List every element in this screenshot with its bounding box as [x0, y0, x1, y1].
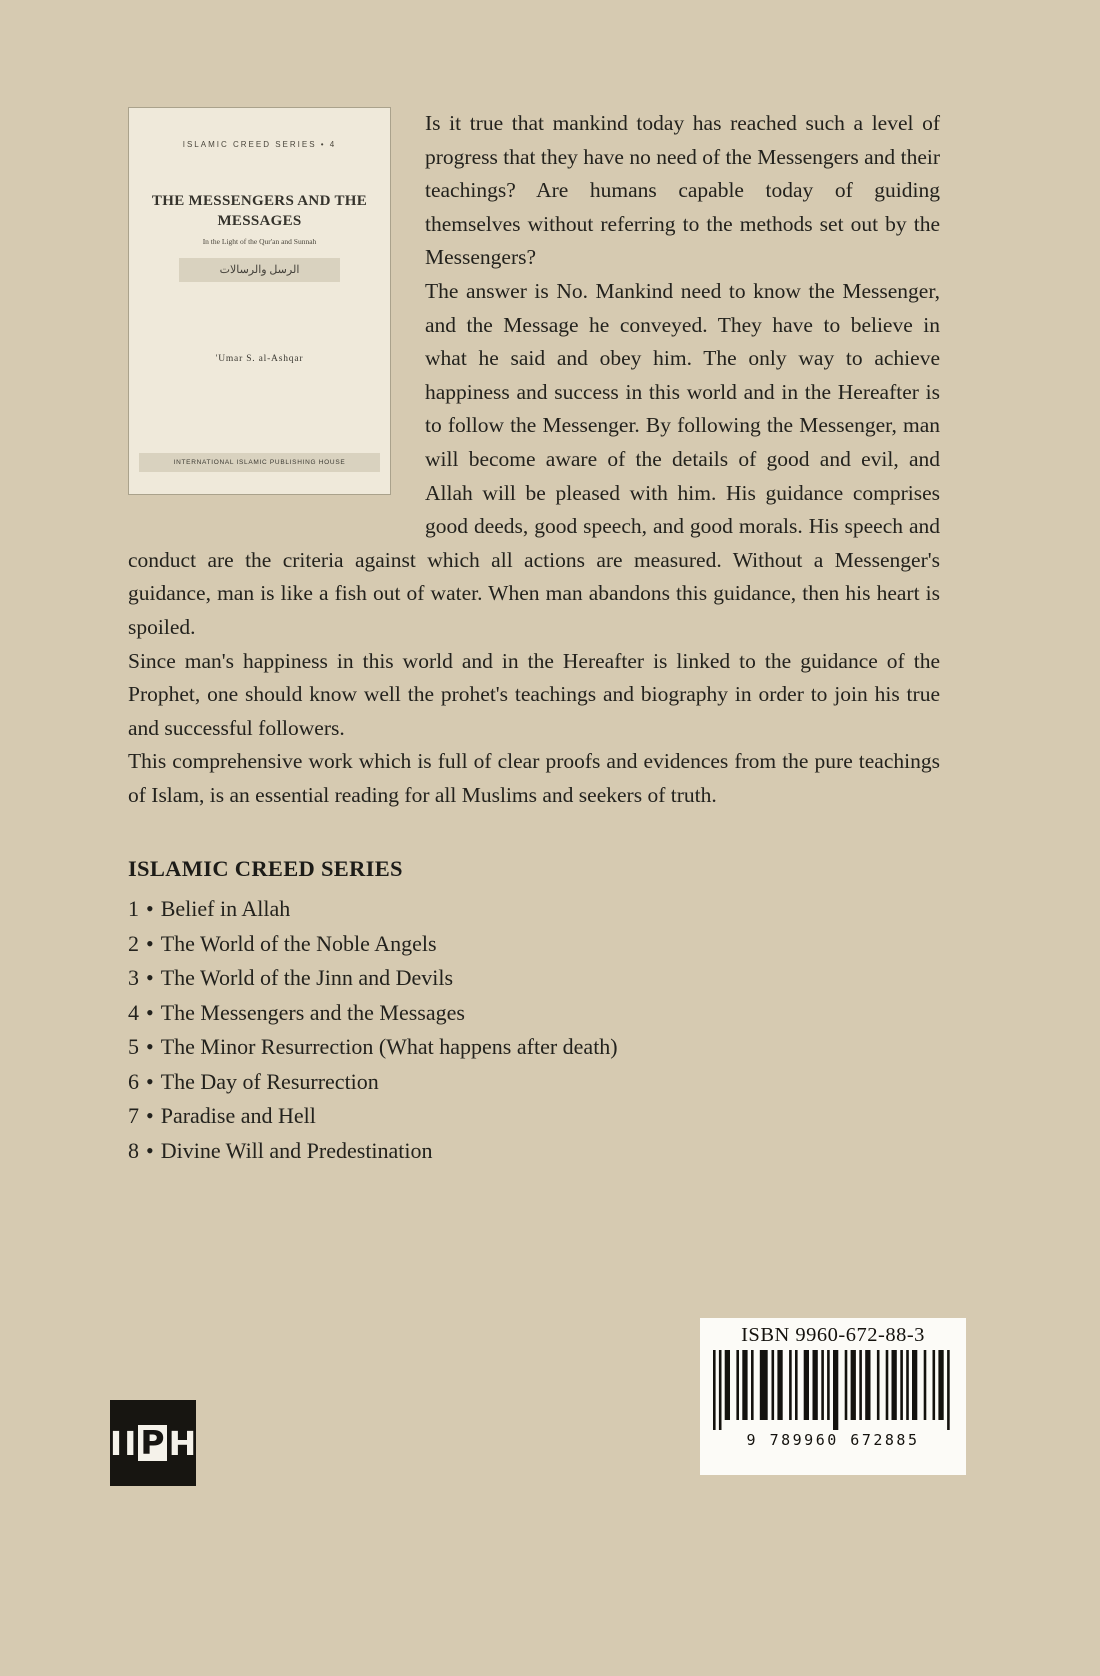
bullet-icon: • [146, 896, 154, 922]
iiph-logo [110, 1400, 196, 1486]
series-item-number: 4 [128, 999, 139, 1025]
bullet-icon: • [146, 930, 154, 956]
series-item-title: The Minor Resurrection (What happens after death) [160, 1034, 618, 1060]
blurb-paragraph-2: The answer is No. Mankind need to know the Messenger, and the Message he conveyed. They have to believe in what he said and obey him. The only way to achieve happiness and success in this world and in the Hereafter is to follow the Messenger. By following the Messenger, man will become aware of the details of good and evil, and Allah will be pleased with him. His guidance comprises good deeds, good speech, and good morals. His speech and conduct are the criteria against which all actions are measured. Without a Messenger's guidance, man is like a fish out of water. When man abandons this guidance, then his heart is spoiled. [128, 278, 940, 639]
logo-letter: I [124, 1423, 137, 1463]
bullet-icon: • [146, 1103, 154, 1129]
thumbnail-publisher: INTERNATIONAL ISLAMIC PUBLISHING HOUSE [139, 453, 380, 472]
series-item-title: Paradise and Hell [160, 1103, 316, 1129]
list-item [128, 892, 940, 927]
series-item-title: Belief in Allah [160, 896, 291, 922]
series-item-number: 1 [128, 896, 139, 922]
bullet-icon: • [146, 1034, 154, 1060]
series-item-number: 5 [128, 1034, 139, 1060]
thumbnail-arabic-title: الرسل والرسالات [179, 258, 341, 282]
bullet-icon: • [146, 1137, 154, 1163]
list-item [128, 961, 940, 996]
thumbnail-book-title: THE MESSENGERS AND THE MESSAGES [151, 193, 368, 230]
series-item-title: The World of the Noble Angels [160, 930, 437, 956]
list-item [128, 1065, 940, 1100]
isbn-label: ISBN 9960-672-88-3 [741, 1324, 925, 1346]
barcode-digits: 9 789960 672885 [746, 1431, 920, 1449]
barcode [700, 1318, 966, 1475]
list-item [128, 927, 940, 962]
list-item [128, 1099, 940, 1134]
series-item-title: The Day of Resurrection [160, 1068, 379, 1094]
series-item-number: 6 [128, 1068, 139, 1094]
logo-letter: I [109, 1423, 123, 1463]
logo-letter: H [168, 1423, 197, 1463]
series-heading: ISLAMIC CREED SERIES [128, 856, 403, 882]
list-item [128, 1134, 940, 1169]
thumbnail-author: 'Umar S. al-Ashqar [215, 354, 304, 364]
blurb-paragraph-1: Is it true that mankind today has reached such a level of progress that they have no need of the Messengers and their teachings? Are humans capable today of guiding themselves without referring to the methods set out by the Messengers? [425, 111, 940, 270]
series-item-title: The Messengers and the Messages [160, 999, 465, 1025]
series-item-number: 7 [128, 1103, 139, 1129]
back-cover-content [128, 107, 940, 1168]
thumbnail-book-subtitle: In the Light of the Qur'an and Sunnah [202, 236, 317, 246]
blurb-paragraph-4: This comprehensive work which is full of clear proofs and evidences from the pure teachings of Islam, is an essential reading for all Muslims and seekers of truth. [128, 749, 940, 807]
series-item-number: 3 [128, 965, 139, 991]
bullet-icon: • [146, 965, 154, 991]
list-item [128, 1030, 940, 1065]
series-item-number: 2 [128, 930, 139, 956]
series-item-title: Divine Will and Predestination [160, 1137, 433, 1163]
front-cover-thumbnail [128, 107, 391, 495]
series-list [128, 892, 940, 1168]
series-item-title: The World of the Jinn and Devils [160, 965, 454, 991]
list-item [128, 996, 940, 1031]
barcode-bars-icon [713, 1350, 953, 1430]
logo-letter: P [140, 1422, 165, 1462]
blurb-paragraph-3: Since man's happiness in this world and in the Hereafter is linked to the guidance of the Prophet, one should know well the prohet's teachings and biography in order to join his true and successful followers. [128, 648, 940, 740]
bullet-icon: • [146, 999, 154, 1025]
thumbnail-series-label: ISLAMIC CREED SERIES • 4 [182, 140, 337, 149]
series-item-number: 8 [128, 1137, 139, 1163]
bullet-icon: • [146, 1068, 154, 1094]
